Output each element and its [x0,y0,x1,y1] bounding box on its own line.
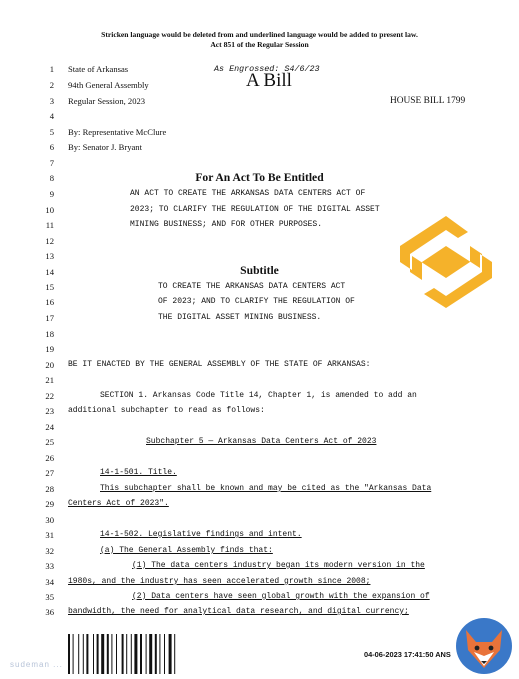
line-number: 30 [45,515,54,525]
barcode-bar [122,634,124,674]
barcode-bar [155,634,157,674]
s502-a: (a) The General Assembly finds that: [100,546,273,555]
act-text-3: MINING BUSINESS; AND FOR OTHER PURPOSES. [130,220,323,229]
line-number: 9 [49,189,54,199]
line-number: 25 [45,437,54,447]
barcode-bar [164,634,165,674]
act-title: For An Act To Be Entitled [195,171,324,184]
line-number: 31 [45,530,54,540]
line-number: 18 [45,329,54,339]
enacting-clause: BE IT ENACTED BY THE GENERAL ASSEMBLY OF THE STATE OF ARKANSAS: [68,360,371,369]
fox-icon [454,616,514,676]
s502-2-line2: bandwidth, the need for analytical data research, and digital currency; [68,607,409,616]
bill-number: HOUSE BILL 1799 [390,96,466,106]
s502-1-line2: 1980s, and the industry has seen accelerated growth since 2008; [68,577,371,586]
line-number: 27 [45,468,54,478]
engrossed-mark: As Engrossed: S4/6/23 [214,64,320,74]
line-number: 14 [45,267,54,277]
line-number: 4 [49,111,54,121]
barcode-bar [169,634,172,674]
line-number: 34 [45,577,54,587]
line-number: 20 [45,360,54,370]
barcode-bar [101,634,104,674]
subtitle-label: Subtitle [240,264,279,277]
watermark-text: sudeman ... [10,660,63,669]
sponsor-senator: By: Senator J. Bryant [68,142,142,152]
line-number: 6 [49,142,54,152]
line-number: 1 [49,64,54,74]
s502-title: 14-1-502. Legislative findings and intent. [100,530,302,539]
section1-line1: SECTION 1. Arkansas Code Title 14, Chapter 1, is amended to add an [100,391,417,400]
line-number: 22 [45,391,54,401]
line-number: 7 [49,158,54,168]
barcode-bar [73,634,74,674]
line-number: 23 [45,406,54,416]
barcode-bar [86,634,88,674]
barcode-bar [107,634,109,674]
header-notice: Stricken language would be deleted from and underlined language would be added to present law. [101,30,418,39]
s-logo-icon [396,214,496,310]
line-number: 2 [49,80,54,90]
sponsor-representative: By: Representative McClure [68,127,167,137]
barcode-bar [134,634,137,674]
barcode-bar [97,634,99,674]
barcode-bar [131,634,132,674]
line-number: 32 [45,546,54,556]
header-act: Act 851 of the Regular Session [210,40,309,49]
barcode-bar [149,634,152,674]
s502-1-line1: (1) The data centers industry began its modern version in the [132,561,425,570]
line-number: 17 [45,313,54,323]
barcode-bar [159,634,160,674]
subtitle-text-2: OF 2023; AND TO CLARIFY THE REGULATION OF [158,297,355,306]
subtitle-text-3: THE DIGITAL ASSET MINING BUSINESS. [158,313,322,322]
act-text-1: AN ACT TO CREATE THE ARKANSAS DATA CENTERS ACT OF [130,189,366,198]
barcode-bar [111,634,112,674]
line-number: 24 [45,422,54,432]
line-number: 36 [45,607,54,617]
timestamp-stamp: 04-06-2023 17:41:50 ANS [364,650,451,659]
barcode-bar [68,634,70,674]
line-number: 16 [45,297,54,307]
line-number: 5 [49,127,54,137]
line-number: 33 [45,561,54,571]
barcode-bar [78,634,79,674]
line-number: 13 [45,251,54,261]
page-header [0,30,519,50]
line-number: 3 [49,96,54,106]
line-number: 28 [45,484,54,494]
barcode-bar [140,634,142,674]
line-number: 8 [49,173,54,183]
line-number: 19 [45,344,54,354]
line-number: 21 [45,375,54,385]
line-number: 15 [45,282,54,292]
line-number: 35 [45,592,54,602]
barcode-bar [174,634,175,674]
line-number: 26 [45,453,54,463]
subchapter-heading: Subchapter 5 — Arkansas Data Centers Act of 2023 [146,437,377,446]
barcode-bar [126,634,127,674]
section1-line2: additional subchapter to read as follows: [68,406,265,415]
line-number: 29 [45,499,54,509]
s501-text-1: This subchapter shall be known and may be cited as the "Arkansas Data [100,484,432,493]
s501-title: 14-1-501. Title. [100,468,177,477]
line-number: 10 [45,205,54,215]
session: Regular Session, 2023 [68,96,146,106]
bill-label: A Bill [246,70,292,91]
line-number: 12 [45,236,54,246]
line-number: 11 [45,220,54,230]
general-assembly: 94th General Assembly [68,80,149,90]
barcode-bar [93,634,94,674]
state-name: State of Arkansas [68,64,129,74]
barcode-bar [83,634,84,674]
barcode-bar [146,634,147,674]
barcode-icon [68,634,200,674]
s501-text-2: Centers Act of 2023". [68,499,169,508]
s502-2-line1: (2) Data centers have seen global growth with the expansion of [132,592,430,601]
act-text-2: 2023; TO CLARIFY THE REGULATION OF THE DIGITAL ASSET [130,205,380,214]
barcode-bar [116,634,117,674]
subtitle-text-1: TO CREATE THE ARKANSAS DATA CENTERS ACT [158,282,346,291]
